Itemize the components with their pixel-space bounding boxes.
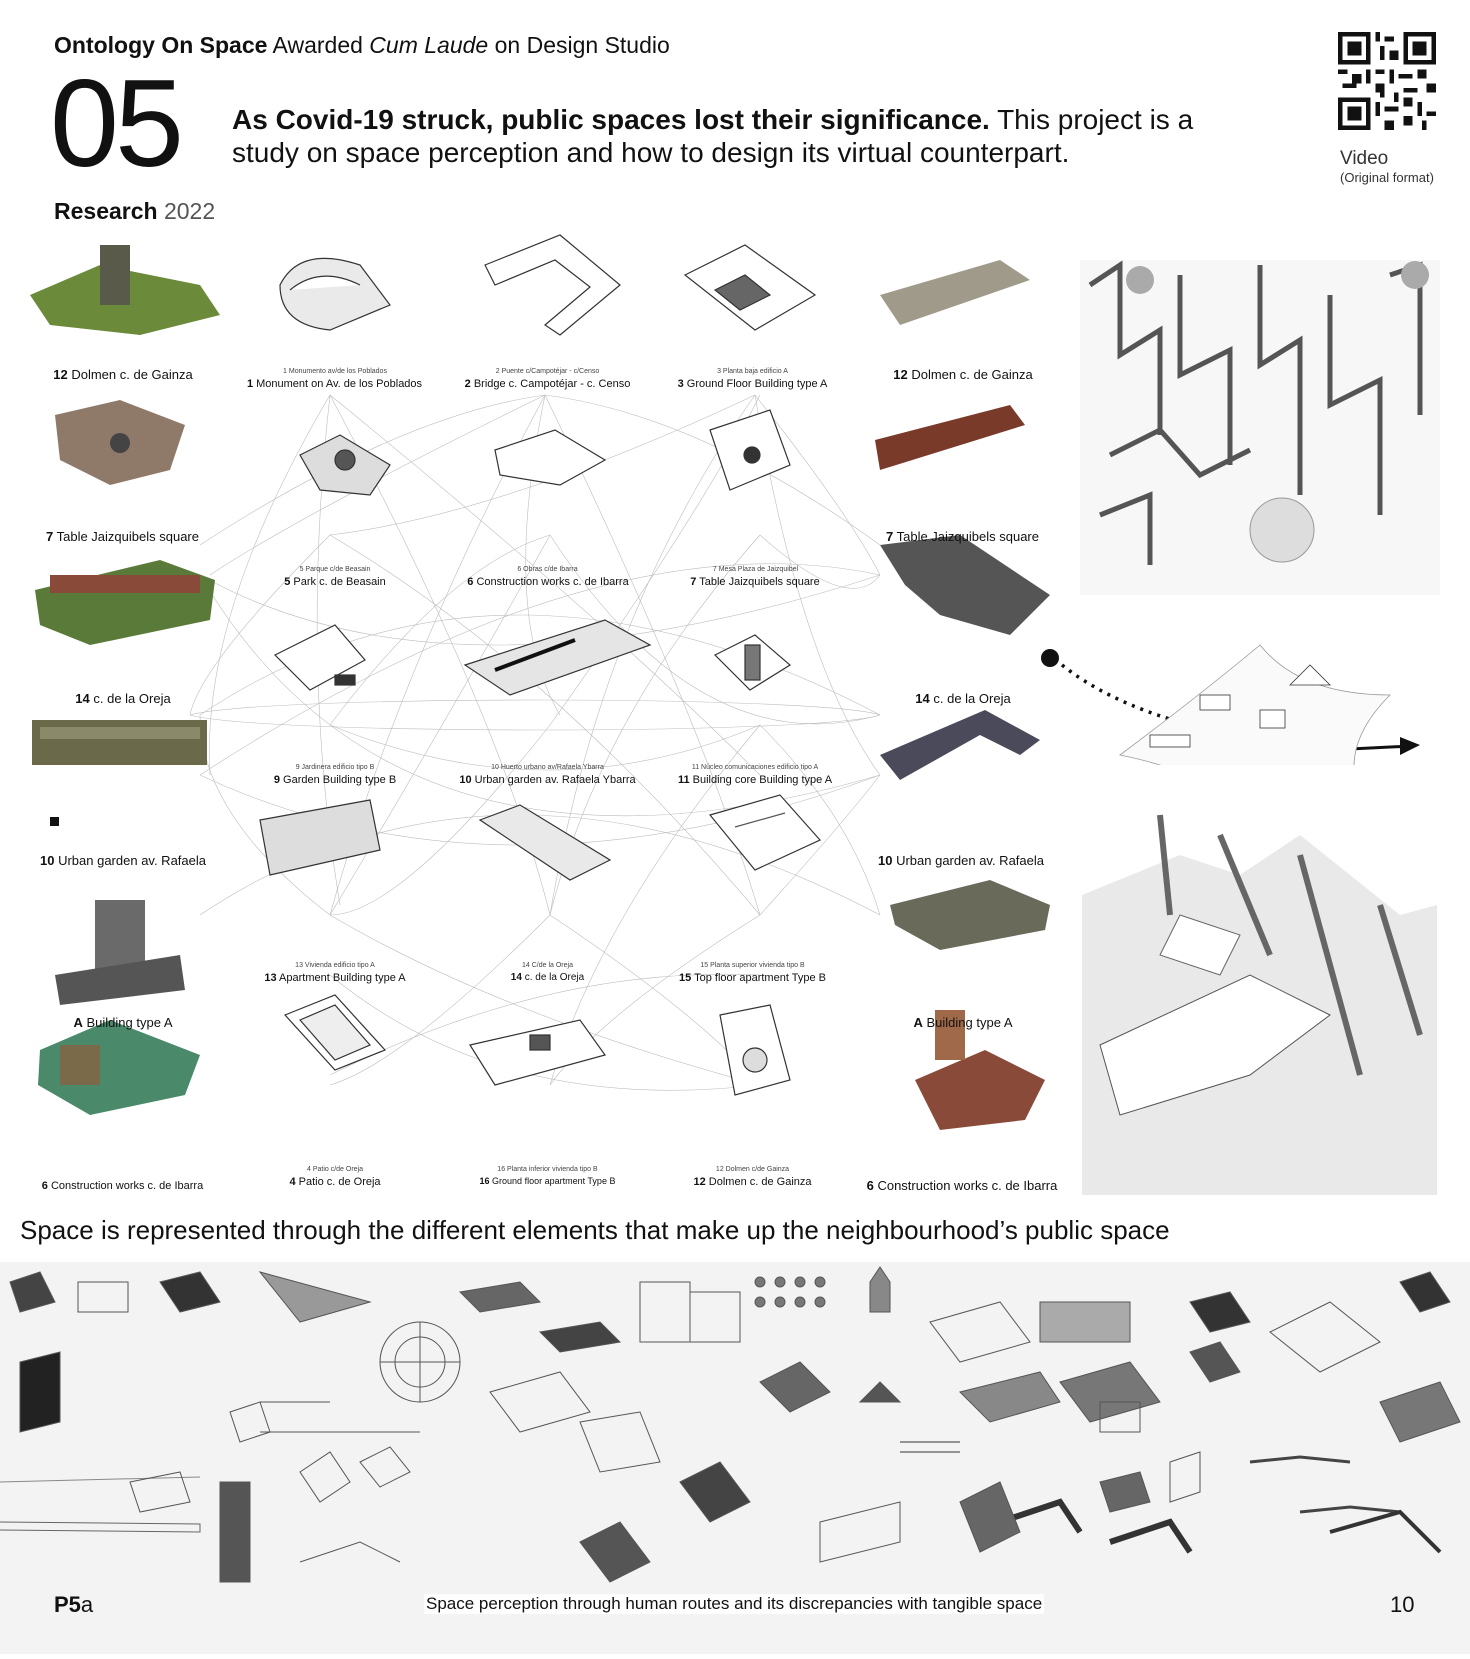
apartment-drawing bbox=[260, 800, 380, 875]
plan-render bbox=[1082, 765, 1437, 1195]
right-label-3: 14 c. de la Oreja bbox=[915, 691, 1011, 706]
grid-label-12: 15 Top floor apartment Type B bbox=[679, 972, 826, 984]
grid-sublabel-11: 14 C/de la Oreja bbox=[522, 962, 573, 969]
strip-caption: Space perception through human routes and its discrepancies with tangible space bbox=[426, 1594, 1043, 1613]
video-label[interactable]: Video bbox=[1340, 148, 1389, 169]
left-label-5: A Building type A bbox=[73, 1015, 173, 1030]
urban-garden-drawing bbox=[465, 620, 650, 695]
building-a-model-right bbox=[890, 880, 1050, 950]
project-name: Ontology On Space bbox=[54, 32, 268, 58]
grid-label-15: 12 Dolmen c. de Gainza bbox=[693, 1176, 812, 1188]
grid-sublabel-1: 1 Monumento av/de los Poblados bbox=[283, 368, 387, 375]
section-caption: Space is represented through the different elements that make up the neighbourhood’s public space bbox=[20, 1215, 1170, 1245]
ground-floor-drawing bbox=[685, 245, 815, 330]
grid-sublabel-2: 2 Puente c/Campotéjar - c/Censo bbox=[495, 368, 600, 375]
construction-model-left bbox=[38, 1020, 200, 1115]
grid-label-14: 16 Ground floor apartment Type B bbox=[479, 1176, 616, 1186]
urban-garden-model-right bbox=[880, 710, 1040, 780]
grid-label-6: 7 Table Jaizquibels square bbox=[690, 576, 820, 588]
left-label-3: 14 c. de la Oreja bbox=[75, 691, 171, 706]
network-diagram bbox=[0, 215, 1470, 1195]
urban-garden-model-left bbox=[32, 720, 207, 826]
intro-bold: As Covid-19 struck, public spaces lost their significance. bbox=[232, 104, 990, 135]
grid-sublabel-15: 12 Dolmen c/de Gainza bbox=[715, 1166, 790, 1173]
grid-sublabel-6: 7 Mesa Plaza de Jaizquibel bbox=[712, 566, 799, 573]
project-number: 05 bbox=[50, 55, 180, 193]
left-label-1: 12 Dolmen c. de Gainza bbox=[53, 367, 193, 382]
right-label-1: 12 Dolmen c. de Gainza bbox=[893, 367, 1033, 382]
grid-label-5: 6 Construction works c. de Ibarra bbox=[467, 576, 629, 588]
year-label: 2022 bbox=[163, 198, 216, 224]
grid-sublabel-12: 15 Planta superior vivienda tipo B bbox=[700, 962, 805, 969]
grid-label-9: 11 Building core Building type A bbox=[677, 774, 833, 786]
oreja-street-model-left bbox=[35, 560, 215, 645]
oreja-street-drawing bbox=[480, 805, 610, 880]
left-label-2: 7 Table Jaizquibels square bbox=[46, 529, 199, 544]
building-a-model-left bbox=[55, 900, 185, 1005]
garden-building-drawing bbox=[275, 625, 365, 690]
right-label-2: 7 Table Jaizquibels square bbox=[886, 529, 1039, 544]
left-label-4: 10 Urban garden av. Rafaela bbox=[40, 853, 206, 868]
table-square-model-left bbox=[55, 400, 185, 485]
grid-sublabel-8: 10 Huerto urbano av/Rafaela Ybarra bbox=[491, 764, 604, 771]
grid-label-11: 14 c. de la Oreja bbox=[510, 972, 585, 983]
bridge-drawing bbox=[485, 235, 620, 335]
park-drawing bbox=[300, 435, 390, 495]
dolmen-model-right bbox=[880, 260, 1030, 325]
table-square-model-right bbox=[875, 405, 1025, 470]
grid-sublabel-13: 4 Patio c/de Oreja bbox=[306, 1166, 364, 1173]
grid-sublabel-5: 6 Obras c/de Ibarra bbox=[517, 566, 578, 573]
right-label-4: 10 Urban garden av. Rafaela bbox=[878, 853, 1044, 868]
video-sublabel: (Original format) bbox=[1340, 170, 1434, 185]
table-drawing bbox=[710, 410, 790, 490]
grid-label-10: 13 Apartment Building type A bbox=[264, 972, 406, 984]
qr-code-icon[interactable] bbox=[1338, 32, 1436, 130]
grid-sublabel-14: 16 Planta inferior vivienda tipo B bbox=[497, 1166, 598, 1173]
grid-sublabel-9: 11 Núcleo comunicaciones edificio tipo A bbox=[691, 764, 819, 771]
virtual-space-render bbox=[1080, 260, 1440, 595]
monument-drawing bbox=[280, 258, 390, 330]
category-label: Research bbox=[54, 198, 158, 224]
award-text: Awarded bbox=[267, 32, 370, 58]
right-label-5: A Building type A bbox=[913, 1015, 1013, 1030]
right-label-6: 6 Construction works c. de Ibarra bbox=[866, 1178, 1058, 1193]
construction-works-drawing bbox=[495, 430, 605, 485]
award-text-2: on Design Studio bbox=[488, 32, 670, 58]
patio-drawing bbox=[285, 995, 385, 1070]
intro-text bbox=[232, 103, 1232, 169]
grid-sublabel-4: 5 Parque c/de Beasain bbox=[299, 566, 371, 573]
top-floor-drawing bbox=[710, 795, 820, 870]
left-label-6: 6 Construction works c. de Ibarra bbox=[41, 1180, 204, 1192]
grid-label-7: 9 Garden Building type B bbox=[273, 774, 397, 786]
ground-floor-apartment-drawing bbox=[470, 1020, 605, 1085]
panel-code: P5a bbox=[54, 1592, 94, 1617]
intro-rest: This project is a study on space perception and how to design its virtual counterpart. bbox=[232, 104, 1194, 168]
grid-sublabel-3: 3 Planta baja edificio A bbox=[717, 368, 788, 375]
grid-label-2: 2 Bridge c. Campotéjar - c. Censo bbox=[464, 378, 631, 390]
page-number: 10 bbox=[1390, 1592, 1415, 1617]
connection-lines bbox=[190, 395, 880, 1090]
grid-label-3: 3 Ground Floor Building type A bbox=[677, 378, 828, 390]
grid-label-1: 1 Monument on Av. de los Poblados bbox=[246, 378, 423, 390]
oreja-street-model-right bbox=[880, 535, 1050, 635]
grid-sublabel-10: 13 Vivienda edificio tipo A bbox=[295, 962, 375, 969]
dolmen-section-drawing bbox=[720, 1005, 790, 1095]
grid-sublabel-7: 9 Jardinera edificio tipo B bbox=[295, 764, 375, 771]
grid-label-4: 5 Park c. de Beasain bbox=[284, 576, 386, 588]
building-core-drawing bbox=[715, 635, 790, 690]
grid-label-13: 4 Patio c. de Oreja bbox=[289, 1176, 381, 1188]
award-italic: Cum Laude bbox=[369, 32, 489, 58]
grid-label-8: 10 Urban garden av. Rafaela Ybarra bbox=[459, 774, 636, 786]
dolmen-model-left bbox=[30, 245, 220, 335]
